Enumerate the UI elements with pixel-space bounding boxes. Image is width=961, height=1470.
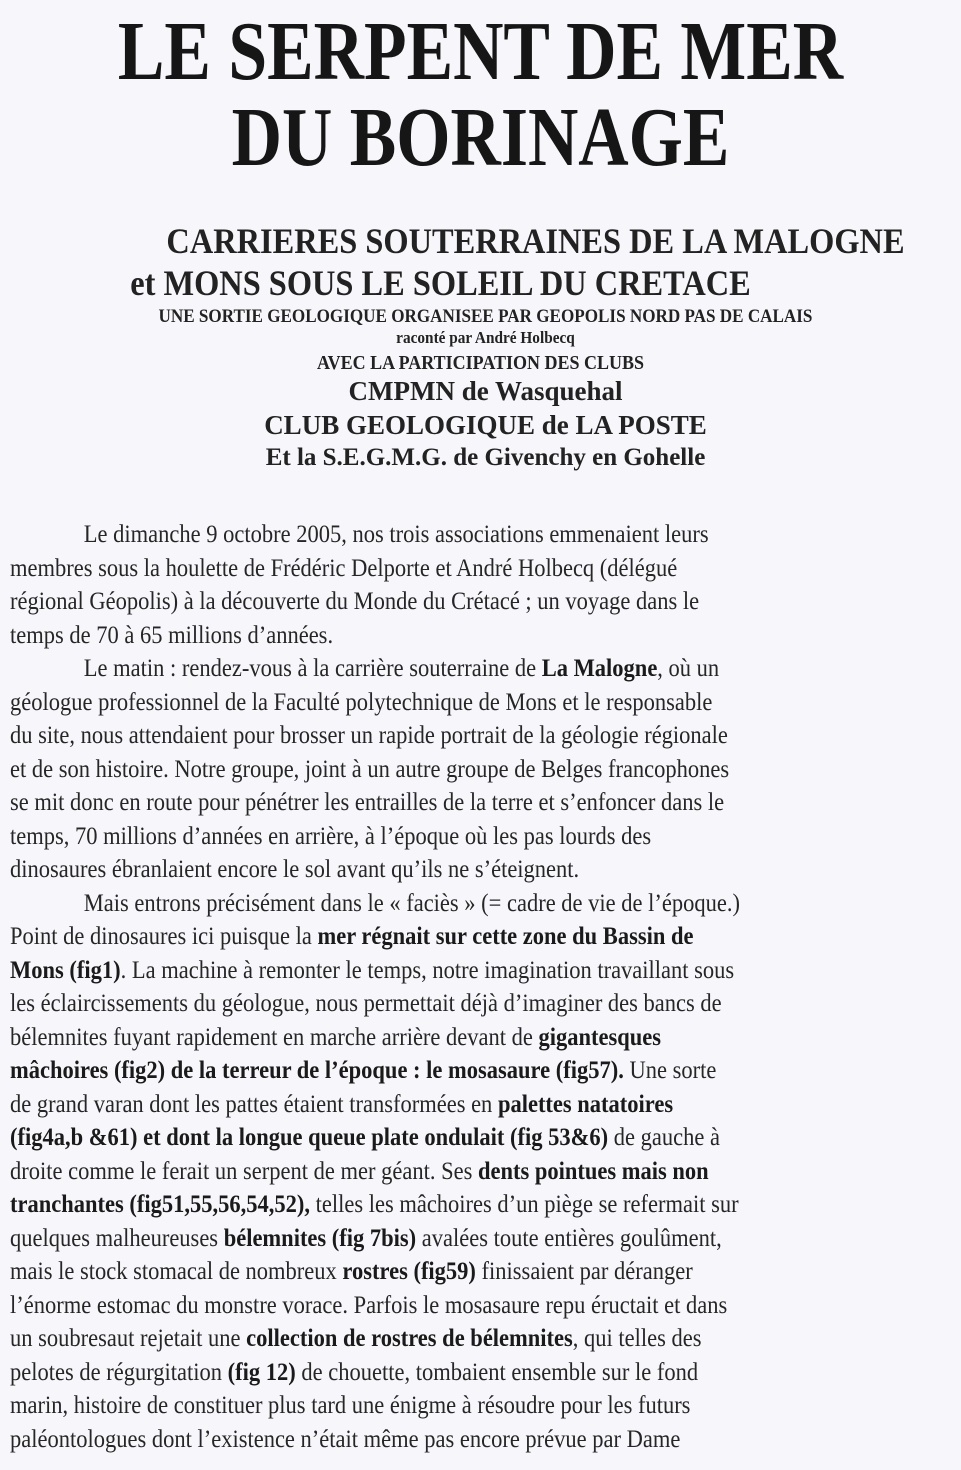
text-run: Le matin : rendez-vous à la carrière souterraine de <box>83 655 542 682</box>
text-run: mais le stock stomacal de nombreux <box>10 1258 343 1285</box>
text-run: . La machine à remonter le temps, notre imagination travaillant sous <box>120 956 735 984</box>
text-run: de gauche à <box>608 1124 720 1151</box>
body-line <box>10 1322 856 1356</box>
bold-text: rostres (fig59) <box>342 1258 476 1285</box>
body-line <box>10 552 856 586</box>
body-line <box>10 686 856 720</box>
main-title-line-1: LE SERPENT DE MER <box>117 5 844 98</box>
text-run: , où un <box>657 655 720 682</box>
bold-text: bélemnites (fig 7bis) <box>223 1224 417 1252</box>
text-run: un soubresaut rejetait une <box>10 1325 247 1352</box>
body-line <box>10 585 856 619</box>
bold-text: dents pointues mais non <box>477 1157 709 1185</box>
bold-text: mâchoires (fig2) de la terreur de l’époque : le mosasaure (fig57). <box>10 1057 624 1084</box>
main-title-line-2: DU BORINAGE <box>231 91 730 184</box>
text-run: temps, 70 millions d’années en arrière, à l’époque où les pas lourds des <box>10 822 652 850</box>
body-line <box>10 987 856 1021</box>
bold-text: (fig 12) <box>227 1358 296 1386</box>
organizer-line: UNE SORTIE GEOLOGIQUE ORGANISEE PAR GEOPOLIS NORD PAS DE CALAIS <box>158 306 813 327</box>
text-run: Mais entrons précisément dans le « faciès » (= cadre de vie de l’époque.) <box>83 889 740 917</box>
text-run: marin, histoire de constituer plus tard une énigme à résoudre pour les futurs <box>10 1392 691 1419</box>
body-line <box>10 753 856 787</box>
body-line <box>10 518 856 552</box>
body-line <box>10 1255 856 1289</box>
body-line <box>10 1021 856 1055</box>
bold-text: collection de rostres de bélemnites <box>246 1325 573 1352</box>
text-run: pelotes de régurgitation <box>10 1358 228 1386</box>
text-run: finissaient par déranger <box>475 1258 693 1285</box>
text-run: telles les mâchoires d’un piège se refermait sur <box>309 1191 739 1218</box>
body-line <box>10 1423 856 1457</box>
text-run: dinosaures ébranlaient encore le sol avant qu’ils ne s’éteignent. <box>10 856 580 883</box>
text-run: Point de dinosaures ici puisque la <box>10 923 318 950</box>
body-line <box>10 652 856 686</box>
text-run: les éclaircissements du géologue, nous permettait déjà d’imaginer des bancs de <box>10 990 722 1017</box>
body-line <box>10 1389 856 1423</box>
text-run: de chouette, tombaient ensemble sur le fond <box>295 1358 699 1386</box>
subtitle-line-2: et MONS SOUS LE SOLEIL DU CRETACE <box>130 263 751 303</box>
text-run: géologue professionnel de la Faculté polytechnique de Mons et le responsable <box>10 688 713 716</box>
bold-text: La Malogne <box>541 655 658 682</box>
bold-text: tranchantes (fig51,55,56,54,52), <box>10 1191 310 1218</box>
text-run: , qui telles des <box>572 1325 702 1352</box>
text-run: l’énorme estomac du monstre vorace. Parfois le mosasaure repu éructait et dans <box>10 1291 728 1319</box>
text-run: membres sous la houlette de Frédéric Delporte et André Holbecq (délégué <box>10 554 678 582</box>
body-line <box>10 853 856 887</box>
body-line <box>10 1054 856 1088</box>
author-line: raconté par André Holbecq <box>396 328 575 347</box>
body-line <box>10 619 856 653</box>
body-line <box>10 1155 856 1189</box>
body-line <box>10 719 856 753</box>
club-2: CLUB GEOLOGIQUE de LA POSTE <box>264 410 707 440</box>
bold-text: palettes natatoires <box>497 1090 674 1118</box>
article-body <box>10 518 950 1456</box>
text-run: de grand varan dont les pattes étaient transformées en <box>10 1090 498 1118</box>
bold-text: Mons (fig1) <box>10 956 121 984</box>
body-line <box>10 920 856 954</box>
club-1: CMPMN de Wasquehal <box>348 376 623 406</box>
text-run: quelques malheureuses <box>10 1224 224 1252</box>
body-line <box>10 1356 856 1390</box>
bold-text: mer régnait sur cette zone du Bassin de <box>317 923 694 950</box>
body-line <box>10 1289 856 1323</box>
bold-text: (fig4a,b &61) et dont la longue queue plate ondulait (fig 53&6) <box>10 1124 609 1151</box>
club-3: Et la S.E.G.M.G. de Givenchy en Gohelle <box>265 444 706 471</box>
body-line <box>10 1121 856 1155</box>
body-line <box>10 786 856 820</box>
body-line <box>10 1222 856 1256</box>
text-run: avalées toute entières goulûment, <box>416 1224 722 1252</box>
participation-line: AVEC LA PARTICIPATION DES CLUBS <box>316 352 645 374</box>
body-line <box>10 820 856 854</box>
text-run: Le dimanche 9 octobre 2005, nos trois associations emmenaient leurs <box>83 521 709 548</box>
body-line <box>10 1188 856 1222</box>
text-run: droite comme le ferait un serpent de mer géant. Ses <box>10 1157 478 1185</box>
text-run: bélemnites fuyant rapidement en marche arrière devant de <box>10 1023 539 1051</box>
body-line <box>10 1088 856 1122</box>
text-run: paléontologues dont l’existence n’était même pas encore prévue par Dame <box>10 1425 681 1453</box>
text-run: Une sorte <box>623 1057 717 1084</box>
body-line <box>10 887 856 921</box>
body-line <box>10 954 856 988</box>
text-run: se mit donc en route pour pénétrer les entrailles de la terre et s’enfoncer dans le <box>10 789 725 816</box>
text-run: temps de 70 à 65 millions d’années. <box>10 621 334 649</box>
bold-text: gigantesques <box>538 1023 662 1051</box>
text-run: régional Géopolis) à la découverte du Monde du Crétacé ; un voyage dans le <box>10 588 700 615</box>
text-run: du site, nous attendaient pour brosser un rapide portrait de la géologie régionale <box>10 722 728 749</box>
text-run: et de son histoire. Notre groupe, joint à un autre groupe de Belges francophones <box>10 755 730 783</box>
subtitle-line-1: CARRIERES SOUTERRAINES DE LA MALOGNE <box>166 221 905 261</box>
